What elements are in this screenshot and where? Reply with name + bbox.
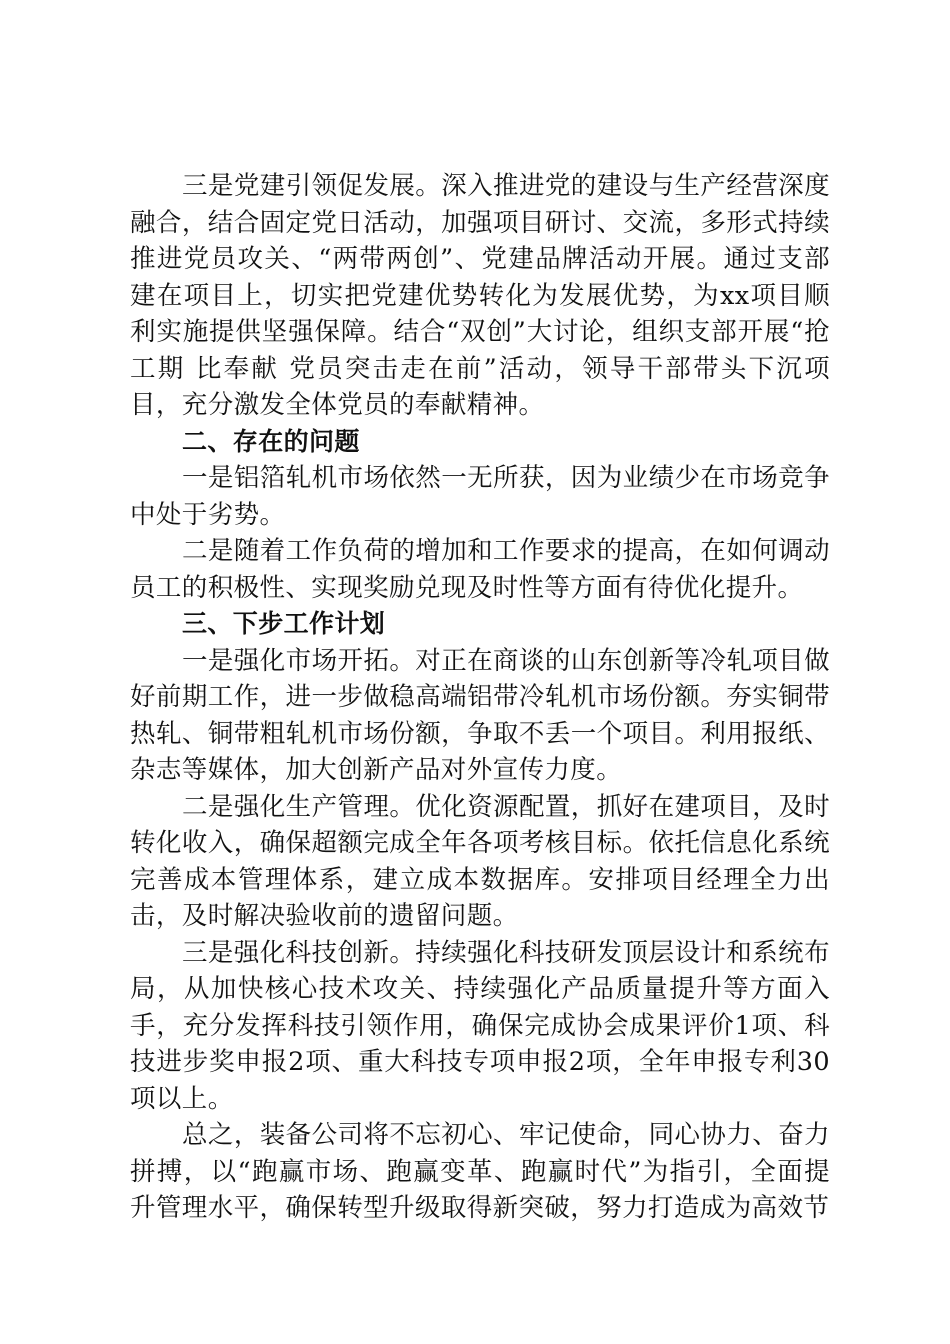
paragraph-plan-innovation: 三是强化科技创新。持续强化科技研发顶层设计和系统布局，从加快核心技术攻关、持续强化产品质量提升等方面入手，充分发挥科技引领作用，确保完成协会成果评价1项、科技进步奖申报2项、重大科技专项申报2项，全年申报专利30项以上。: [130, 937, 830, 1114]
paragraph-closing: 总之，装备公司将不忘初心、牢记使命，同心协力、奋力拼搏，以“跑赢市场、跑赢变革、跑赢时代”为指引，全面提升管理水平，确保转型升级取得新突破，努力打造成为高效节: [130, 1120, 830, 1223]
paragraph-party-building: 三是党建引领促发展。深入推进党的建设与生产经营深度融合，结合固定党日活动，加强项目研讨、交流，多形式持续推进党员攻关、“两带两创”、党建品牌活动开展。通过支部建在项目上，切实把党建优势转化为发展优势，为xx项目顺利实施提供坚强保障。结合“双创”大讨论，组织支部开展“抢工期 比奉献 党员突击走在前”活动，领导干部带头下沉项目，充分激发全体党员的奉献精神。: [130, 171, 830, 420]
section-heading-plan: 三、下步工作计划: [182, 609, 386, 638]
paragraph-plan-production: 二是强化生产管理。优化资源配置，抓好在建项目，及时转化收入，确保超额完成全年各项考核目标。依托信息化系统完善成本管理体系，建立成本数据库。安排项目经理全力出击，及时解决验收前的遗留问题。: [130, 791, 830, 931]
paragraph-problem-1: 一是铝箔轧机市场依然一无所获，因为业绩少在市场竞争中处于劣势。: [130, 463, 830, 530]
paragraph-plan-market: 一是强化市场开拓。对正在商谈的山东创新等冷轧项目做好前期工作，进一步做稳高端铝带冷轧机市场份额。夯实铜带热轧、铜带粗轧机市场份额，争取不丢一个项目。利用报纸、杂志等媒体，加大创新产品对外宣传力度。: [130, 645, 830, 785]
document-page: [130, 168, 830, 1227]
section-heading-problems: 二、存在的问题: [182, 426, 360, 456]
paragraph-problem-2: 二是随着工作负荷的增加和工作要求的提高，在如何调动员工的积极性、实现奖励兑现及时性等方面有待优化提升。: [130, 536, 830, 603]
